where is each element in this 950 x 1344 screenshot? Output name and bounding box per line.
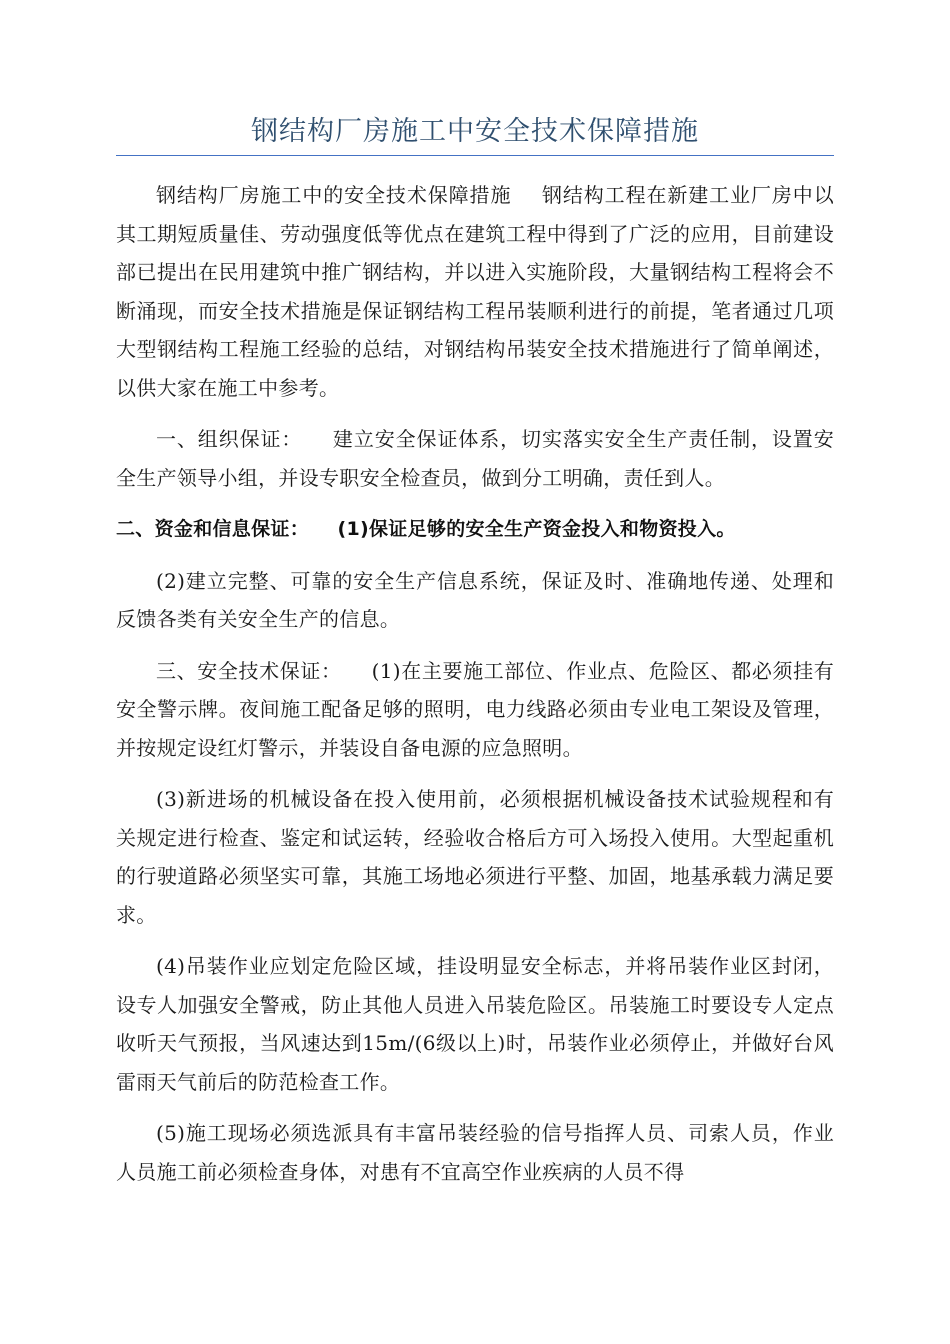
- paragraph-text: (5)施工现场必须选派具有丰富吊装经验的信号指挥人员、司索人员，作业人员施工前必须检查身体，对患有不宜高空作业疾病的人员不得: [116, 1121, 834, 1184]
- paragraph-technical: [116, 652, 834, 768]
- paragraph-personnel: [116, 1114, 834, 1191]
- paragraph-info-system: [116, 562, 834, 639]
- paragraph-text: (1)保证足够的安全生产资金投入和物资投入。: [337, 518, 736, 540]
- paragraph-lead: 钢结构厂房施工中的安全技术保障措施: [156, 183, 512, 207]
- paragraph-text: (4)吊装作业应划定危险区域，挂设明显安全标志，并将吊装作业区封闭，设专人加强安全警戒，防止其他人员进入吊装危险区。吊装施工时要设专人定点收听天气预报，当风速达到15m/(6级以上)时，吊装作业必须停止，并做好台风雷雨天气前后的防范检查工作。: [116, 954, 834, 1094]
- paragraph-hoisting: [116, 947, 834, 1101]
- paragraph-text: 钢结构工程在新建工业厂房中以其工期短质量佳、劳动强度低等优点在建筑工程中得到了广泛的应用，目前建设部已提出在民用建筑中推广钢结构，并以进入实施阶段，大量钢结构工程将会不断涌现，而安全技术措施是保证钢结构工程吊装顺利进行的前提，笔者通过几项大型钢结构工程施工经验的总结，对钢结构吊装安全技术措施进行了简单阐述，以供大家在施工中参考。: [116, 183, 834, 400]
- paragraph-equipment: [116, 780, 834, 934]
- title-underline: [116, 155, 834, 156]
- paragraph-text: (1)在主要施工部位、作业点、危险区、都必须挂有安全警示牌。夜间施工配备足够的照明，电力线路必须由专业电工架设及管理，并按规定设红灯警示，并装设自备电源的应急照明。: [116, 658, 835, 760]
- section-heading: 三、安全技术保证：: [156, 658, 342, 683]
- paragraph-organization: [116, 420, 834, 497]
- paragraph-intro: [116, 176, 834, 407]
- paragraph-text: 建立安全保证体系，切实落实安全生产责任制，设置安全生产领导小组，并设专职安全检查员，做到分工明确，责任到人。: [116, 427, 834, 490]
- paragraph-funding: [116, 510, 834, 549]
- paragraph-text: (3)新进场的机械设备在投入使用前，必须根据机械设备技术试验规程和有关规定进行检查、鉴定和试运转，经验收合格后方可入场投入使用。大型起重机的行驶道路必须坚实可靠，其施工场地必须进行平整、加固，地基承载力满足要求。: [116, 787, 834, 927]
- document-title: 钢结构厂房施工中安全技术保障措施: [251, 116, 699, 147]
- section-heading: 二、资金和信息保证：: [116, 518, 310, 540]
- document-body: [116, 176, 834, 1204]
- paragraph-text: (2)建立完整、可靠的安全生产信息系统，保证及时、准确地传递、处理和反馈各类有关安全生产的信息。: [116, 568, 834, 631]
- section-heading: 一、组织保证：: [156, 427, 303, 451]
